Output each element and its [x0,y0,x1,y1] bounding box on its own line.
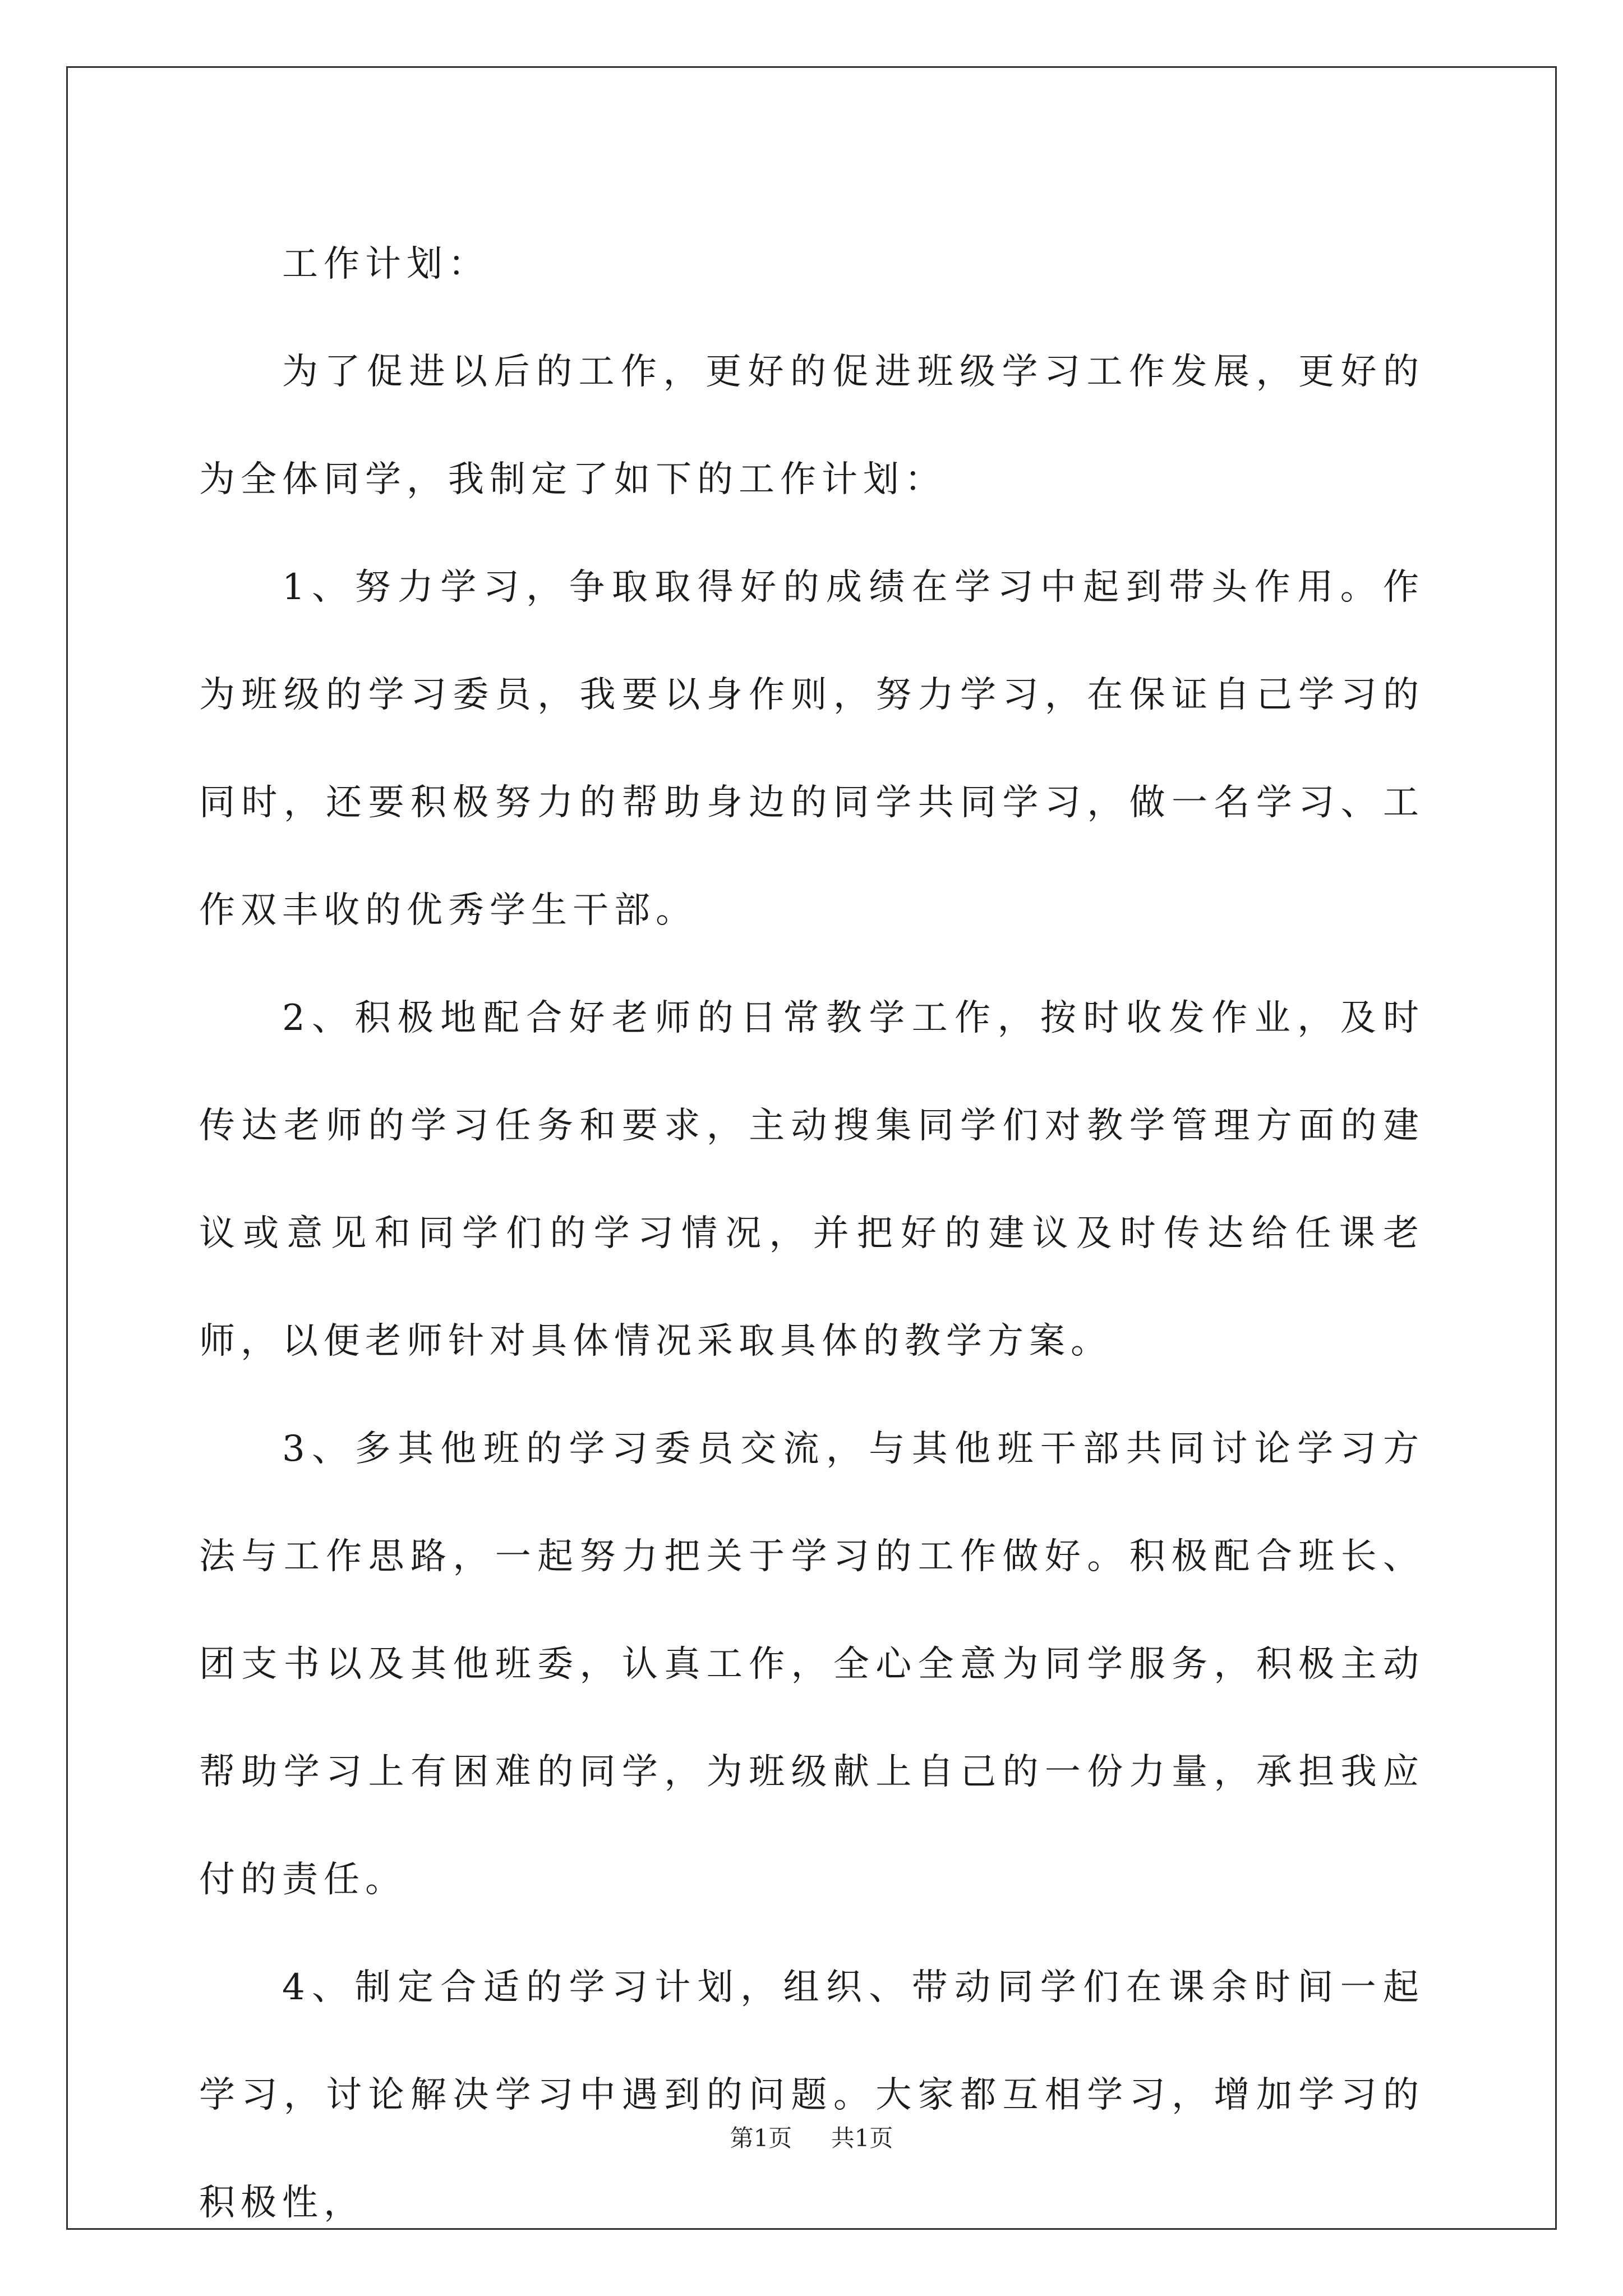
page-number-current: 第1页 [730,2124,792,2152]
plan-item-4: 4、制定合适的学习计划，组织、带动同学们在课余时间一起学习，讨论解决学习中遇到的问题。大家都互相学习，增加学习的积极性， [199,1967,1424,2224]
page-footer [0,2122,1623,2155]
document-body [199,210,1424,2257]
plan-item-3: 3、多其他班的学习委员交流，与其他班干部共同讨论学习方法与工作思路，一起努力把关于学习的工作做好。积极配合班长、团支书以及其他班委，认真工作，全心全意为同学服务，积极主动帮助学习上有困难的同学，为班级献上自己的一份力量，承担我应付的责任。 [199,1428,1424,1901]
intro-paragraph: 为了促进以后的工作，更好的促进班级学习工作发展，更好的为全体同学，我制定了如下的工作计划： [199,351,1424,500]
plan-item-2: 2、积极地配合好老师的日常教学工作，按时收发作业，及时传达老师的学习任务和要求，主动搜集同学们对教学管理方面的建议或意见和同学们的学习情况，并把好的建议及时传达给任课老师，以便老师针对具体情况采取具体的教学方案。 [199,997,1424,1362]
plan-item-1: 1、努力学习，争取取得好的成绩在学习中起到带头作用。作为班级的学习委员，我要以身作则，努力学习，在保证自己学习的同时，还要积极努力的帮助身边的同学共同学习，做一名学习、工作双丰收的优秀学生干部。 [199,567,1424,931]
section-heading: 工作计划： [282,243,490,285]
page-number-total: 共1页 [831,2124,893,2152]
